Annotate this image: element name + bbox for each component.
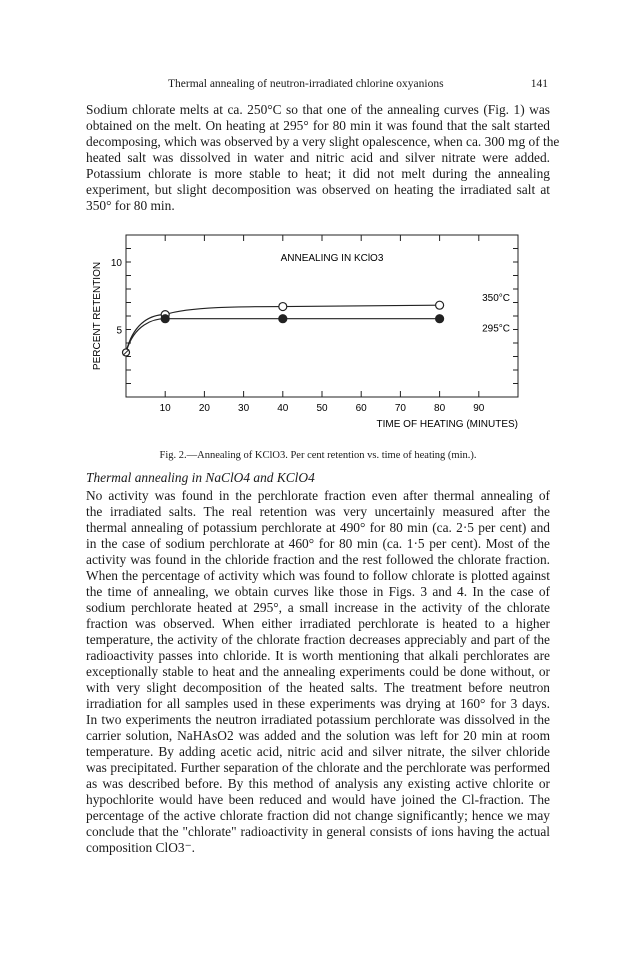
paragraph-1 [86,102,560,214]
text-line: fraction was observed. When either irradiated perchlorate is heated to a higher [86,616,550,631]
x-tick-label: 30 [238,403,250,414]
paragraph-2 [86,488,550,856]
text-line: When the percentage of activity which was found to follow chlorate is plotted against [86,568,550,583]
x-tick-label: 80 [434,403,446,414]
text-line: decomposing, which was observed by a very slight opalescence, when ca. 300 mg of the [86,134,560,149]
text-line: radioactivity passes into chloride. It is worth mentioning that alkali perchlorates are [86,648,550,663]
x-tick-label: 20 [198,403,210,414]
text-line: heated salt was dissolved in water and nitric acid and silver nitrate were added. [86,150,550,165]
text-line: Potassium chlorate is more stable to heat; it did not melt during the annealing [86,166,550,181]
running-title: Thermal annealing of neutron-irradiated chlorine oxyanions [168,78,444,90]
text-line: was precipitated. Further separation of the chlorate and the perchlorate was performed [86,760,550,775]
text-line: composition ClO3⁻. [86,840,195,855]
data-point [279,303,287,311]
series-line [126,305,440,352]
text-line: exceptionally stable to heat and the annealing experiments could be done without, or [86,664,550,679]
text-line: the time of annealing, we obtain curves like those in Figs. 3 and 4. In the case of [86,584,550,599]
text-line: 350° for 80 min. [86,198,175,213]
text-line: obtained on the melt. On heating at 295° for 80 min it was found that the salt started [86,118,550,133]
text-line: the irradiated salts. The real retention was very uncertainly measured after the [86,504,550,519]
x-tick-label: 10 [159,403,171,414]
page-number: 141 [530,78,548,90]
data-point [436,301,444,309]
figure-2 [86,225,550,445]
running-header [88,78,548,94]
x-tick-label: 90 [473,403,485,414]
series-line [126,319,440,353]
text-line: thermal annealing of potassium perchlorate at 490° for 80 min (ca. 2·5 per cent) and [86,520,550,535]
text-line: activity was found in the chloride fraction and the rest followed the chlorate fraction. [86,552,550,567]
chart-title: ANNEALING IN KClO3 [280,253,384,264]
x-tick-label: 50 [316,403,328,414]
x-tick-label: 40 [277,403,289,414]
text-line: conclude that the "chlorate" radioactivity in general consists of ions having the actual [86,824,550,839]
x-axis-label: TIME OF HEATING (MINUTES) [376,419,518,430]
data-point [436,315,444,323]
annealing-chart [86,225,550,445]
text-line: carrier solution, NaHAsO2 was added and the solution was left for 20 min at room [86,728,550,743]
text-line: hypochlorite would have been reduced and would have joined the Cl-fraction. The [86,792,550,807]
series-label: 295°C [482,323,510,335]
text-line: with very slight decomposition of the heated salts. The treatment before neutron [86,680,550,695]
y-tick-label: 10 [110,258,122,269]
text-line: temperature. By adding acetic acid, nitric acid and silver nitrate, the silver chloride [86,744,550,759]
y-tick-label: 5 [116,325,122,337]
text-line: No activity was found in the perchlorate fraction even after thermal annealing of [86,488,550,503]
data-point [279,315,287,323]
figure-caption: Fig. 2.—Annealing of KClO3. Per cent retention vs. time of heating (min.). [159,450,477,461]
text-line: sodium perchlorate heated at 295°, a small increase in the activity of the chlorate [86,600,550,615]
text-line: temperature, the activity of the chlorate fraction decreases appreciably and part of the [86,632,550,647]
text-line: as was described before. By this method of analysis any existing active chlorite or [86,776,550,791]
text-line: percentage of the active chlorate fraction did not change significantly; hence we may [86,808,550,823]
text-line: experiment, but slight decomposition was observed on heating the irradiated salt at [86,182,550,197]
text-line: irradiation for all samples used in these experiments was drying at 160° for 3 days. [86,696,550,711]
section-heading: Thermal annealing in NaClO4 and KClO4 [86,470,315,485]
text-line: In two experiments the neutron irradiated potassium perchlorate was dissolved in the [86,712,550,727]
data-point [161,315,169,323]
y-axis-label: PERCENT RETENTION [92,261,103,371]
text-line: Sodium chlorate melts at ca. 250°C so that one of the annealing curves (Fig. 1) was [86,102,550,117]
x-tick-label: 60 [355,403,367,414]
x-tick-label: 70 [394,403,406,414]
series-label: 350°C [482,293,510,305]
text-line: in the case of sodium perchlorate at 460° for 80 min (ca. 1·5 per cent). Most of the [86,536,550,551]
